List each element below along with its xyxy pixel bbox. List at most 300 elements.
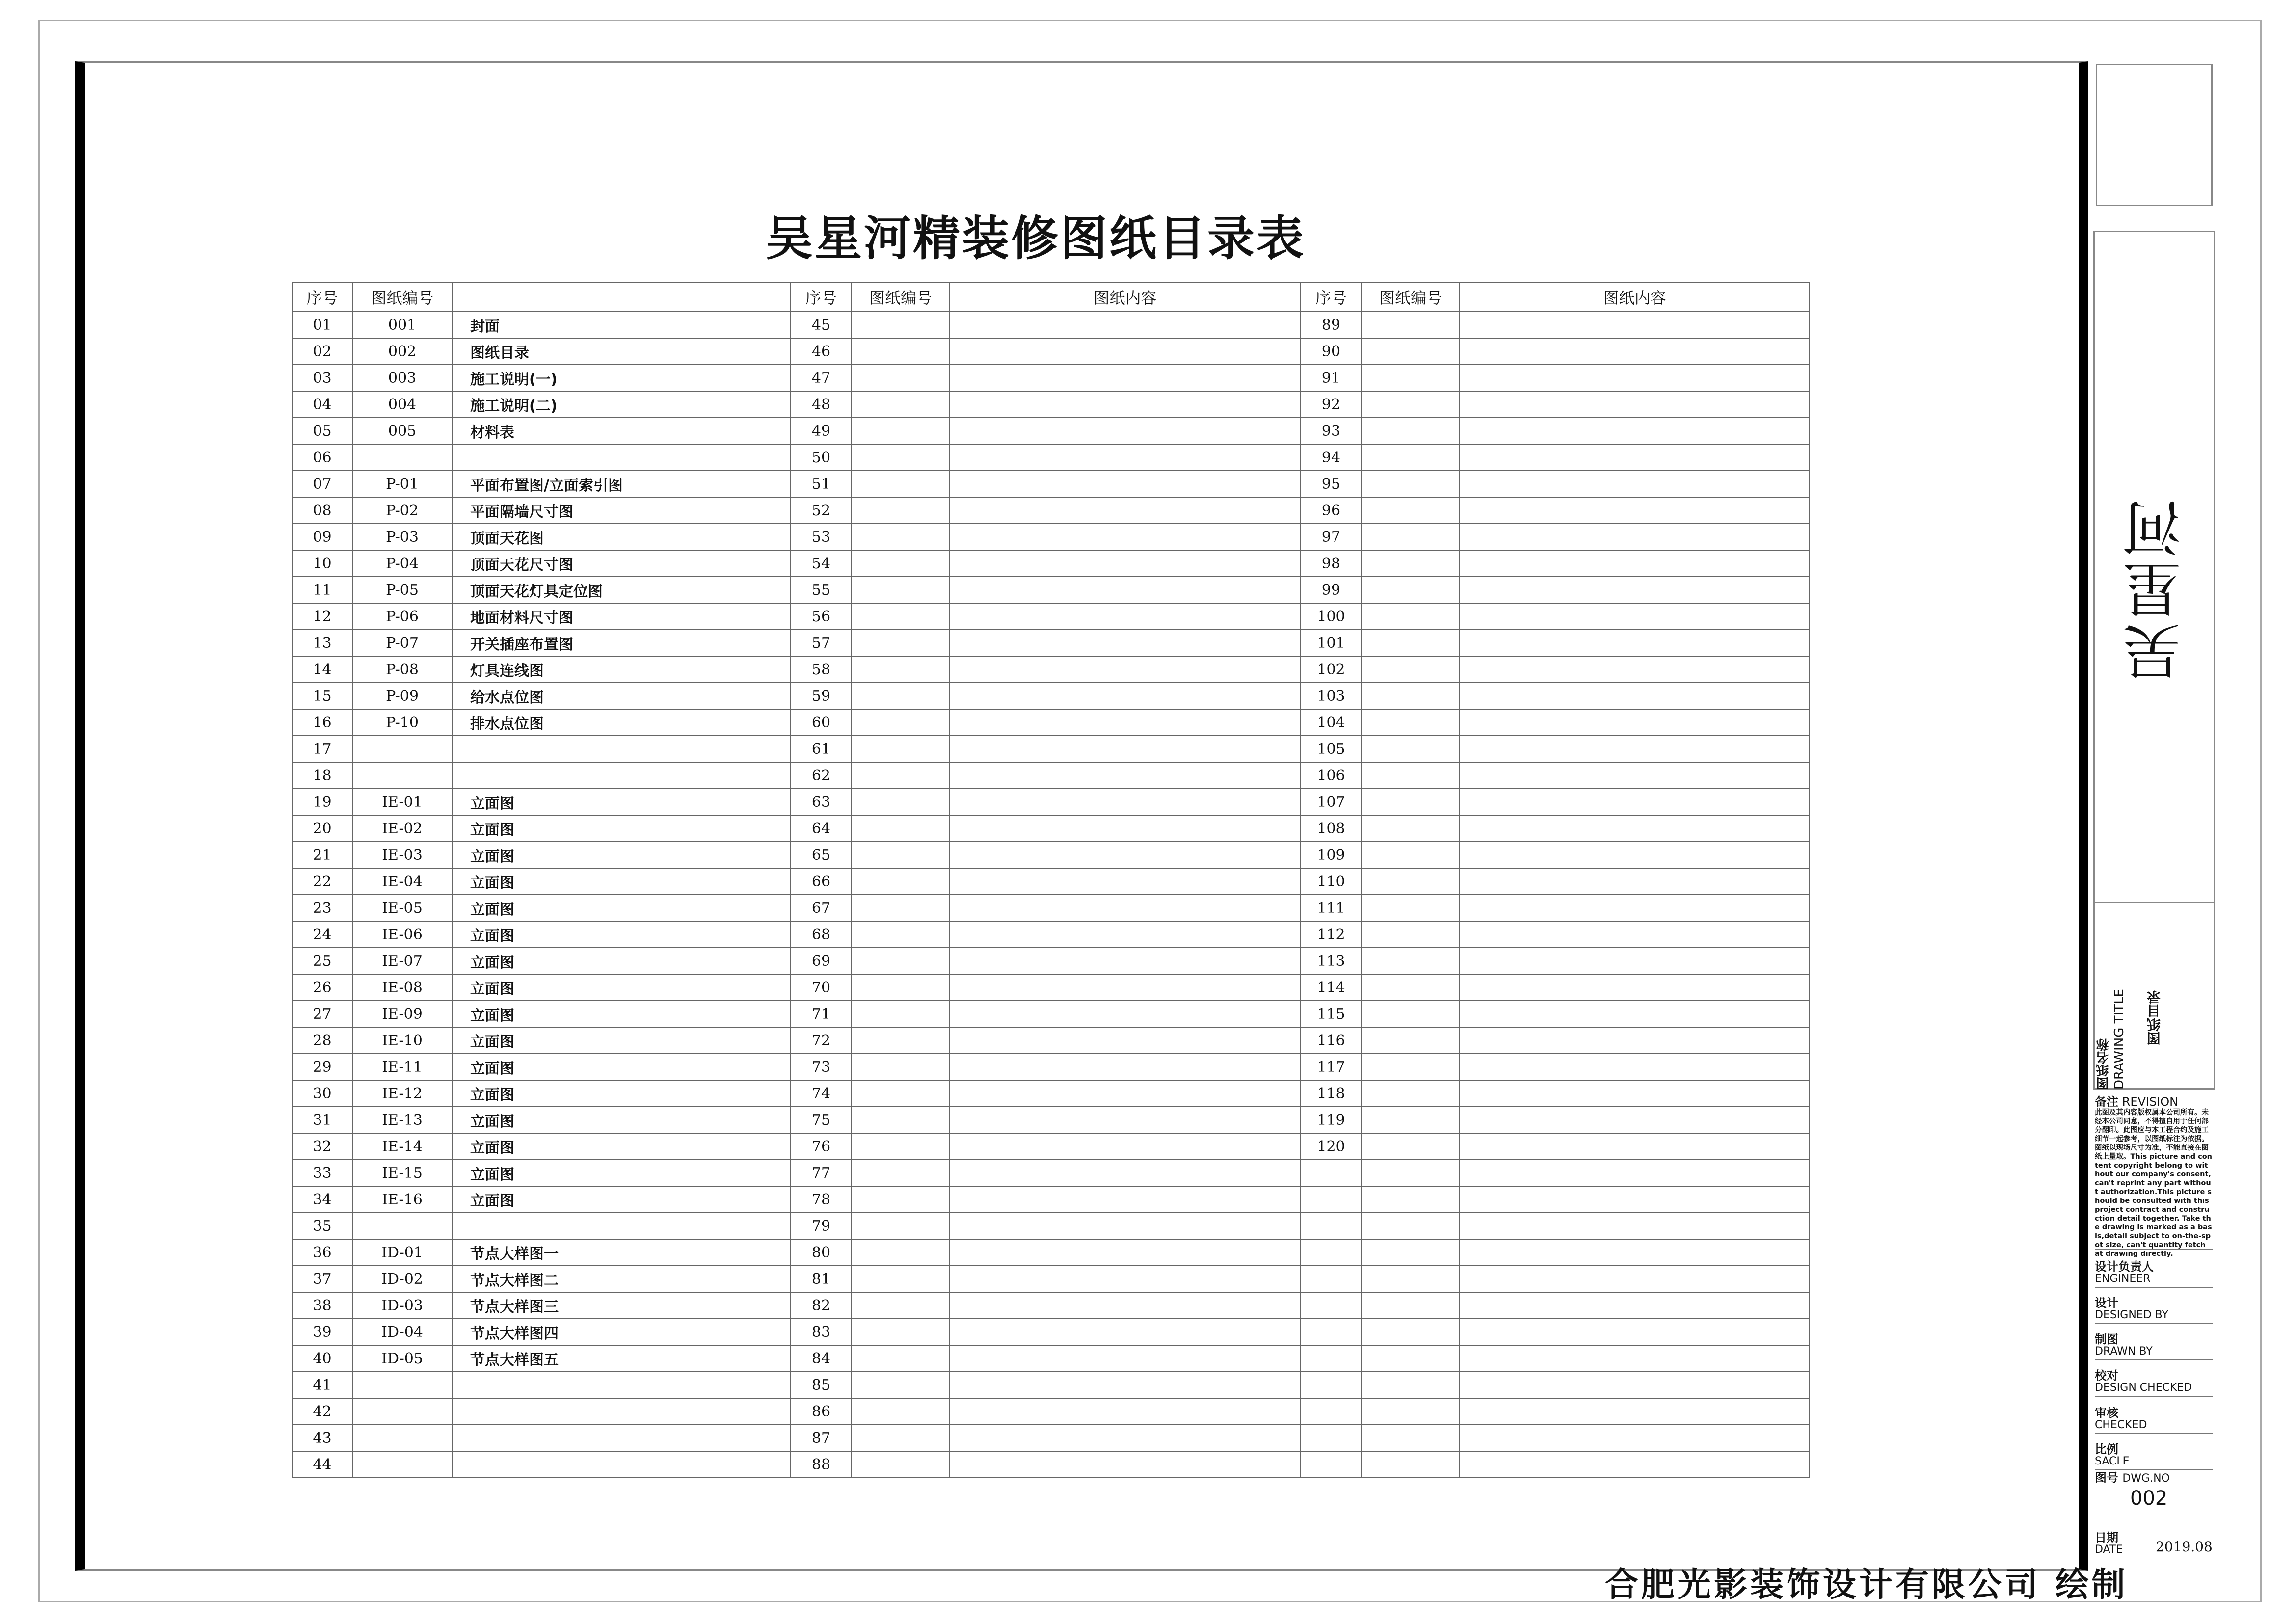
table-row (292, 1001, 1810, 1027)
row-content: 立面图 (452, 815, 791, 842)
row-code: IE-04 (352, 868, 452, 895)
row-code (852, 1239, 950, 1266)
table-row (292, 338, 1810, 365)
design-checked-field (2095, 1369, 2213, 1394)
row-content (950, 1372, 1301, 1398)
row-code: IE-05 (352, 895, 452, 921)
row-content (950, 1054, 1301, 1080)
row-content (1460, 1372, 1810, 1398)
row-code (852, 312, 950, 338)
row-seq: 18 (292, 762, 352, 789)
row-seq: 17 (292, 736, 352, 762)
row-seq: 46 (791, 338, 852, 365)
row-code (852, 550, 950, 577)
row-seq: 119 (1301, 1107, 1362, 1133)
table-row (292, 789, 1810, 815)
row-content (950, 1186, 1301, 1213)
scale-cn: 比例 (2095, 1442, 2118, 1456)
row-code (852, 656, 950, 683)
row-content (950, 1266, 1301, 1292)
row-code: IE-02 (352, 815, 452, 842)
row-content: 顶面天花尺寸图 (452, 550, 791, 577)
row-content (950, 1213, 1301, 1239)
table-row (292, 1080, 1810, 1107)
row-code (1362, 709, 1460, 736)
row-seq: 08 (292, 497, 352, 524)
row-seq (1301, 1213, 1362, 1239)
row-seq: 19 (292, 789, 352, 815)
row-content (950, 1239, 1301, 1266)
row-code (852, 895, 950, 921)
row-seq: 47 (791, 365, 852, 391)
row-seq: 48 (791, 391, 852, 418)
row-code: P-10 (352, 709, 452, 736)
row-content (1460, 1001, 1810, 1027)
row-code (352, 444, 452, 471)
row-code (852, 1266, 950, 1292)
row-code (1362, 1133, 1460, 1160)
row-content (1460, 1398, 1810, 1425)
row-code (852, 948, 950, 974)
row-content (950, 1319, 1301, 1345)
row-content (950, 948, 1301, 974)
row-code (1362, 656, 1460, 683)
header-content (452, 282, 791, 312)
row-code (352, 762, 452, 789)
row-seq: 44 (292, 1451, 352, 1478)
row-content: 立面图 (452, 1080, 791, 1107)
row-content: 施工说明(一) (452, 365, 791, 391)
row-content: 立面图 (452, 948, 791, 974)
row-content (1460, 312, 1810, 338)
row-code (852, 1319, 950, 1345)
row-seq: 45 (791, 312, 852, 338)
table-row (292, 1319, 1810, 1345)
row-seq: 30 (292, 1080, 352, 1107)
row-seq: 79 (791, 1213, 852, 1239)
date-value: 2019.08 (2156, 1539, 2213, 1555)
row-code: ID-01 (352, 1239, 452, 1266)
row-seq: 103 (1301, 683, 1362, 709)
row-code (1362, 868, 1460, 895)
row-code: 004 (352, 391, 452, 418)
row-content (950, 312, 1301, 338)
row-code (852, 842, 950, 868)
row-content (1460, 709, 1810, 736)
row-seq: 101 (1301, 630, 1362, 656)
table-row (292, 1266, 1810, 1292)
row-code (352, 1213, 452, 1239)
row-content: 图纸目录 (452, 338, 791, 365)
catalog-table (292, 282, 1810, 1478)
row-seq (1301, 1239, 1362, 1266)
row-content (1460, 391, 1810, 418)
row-content (1460, 338, 1810, 365)
table-row (292, 736, 1810, 762)
row-content: 节点大样图一 (452, 1239, 791, 1266)
row-content (950, 762, 1301, 789)
row-seq: 102 (1301, 656, 1362, 683)
dwg-no-en: DWG.NO (2122, 1472, 2170, 1485)
row-code: IE-15 (352, 1160, 452, 1186)
row-seq: 09 (292, 524, 352, 550)
row-code (1362, 577, 1460, 603)
row-code (1362, 762, 1460, 789)
row-code: 003 (352, 365, 452, 391)
row-content (1460, 1133, 1810, 1160)
header-seq: 序号 (292, 282, 352, 312)
row-code (852, 1372, 950, 1398)
row-code (1362, 603, 1460, 630)
row-content (950, 683, 1301, 709)
revision-cn: 备注 (2095, 1095, 2118, 1109)
row-seq (1301, 1451, 1362, 1478)
row-content (452, 1372, 791, 1398)
table-row (292, 312, 1810, 338)
row-code: ID-02 (352, 1266, 452, 1292)
page-title: 吴星河精装修图纸目录表 (766, 211, 1306, 266)
row-content (1460, 577, 1810, 603)
row-seq: 85 (791, 1372, 852, 1398)
row-content (950, 497, 1301, 524)
row-seq: 42 (292, 1398, 352, 1425)
row-content (1460, 1292, 1810, 1319)
row-code: IE-11 (352, 1054, 452, 1080)
row-content: 顶面天花图 (452, 524, 791, 550)
row-code (852, 762, 950, 789)
row-code (1362, 948, 1460, 974)
row-seq: 95 (1301, 471, 1362, 497)
row-content: 立面图 (452, 1054, 791, 1080)
table-row (292, 1027, 1810, 1054)
divider (2095, 1249, 2213, 1250)
row-seq: 71 (791, 1001, 852, 1027)
row-code: P-03 (352, 524, 452, 550)
row-content: 施工说明(二) (452, 391, 791, 418)
row-content: 灯具连线图 (452, 656, 791, 683)
row-content: 立面图 (452, 1027, 791, 1054)
row-content (1460, 656, 1810, 683)
dwg-no-field (2095, 1471, 2213, 1485)
row-code: P-09 (352, 683, 452, 709)
row-code (1362, 365, 1460, 391)
date-en: DATE (2095, 1544, 2123, 1556)
header-code: 图纸编号 (852, 282, 950, 312)
row-code (1362, 1451, 1460, 1478)
table-row (292, 895, 1810, 921)
row-content (1460, 471, 1810, 497)
row-seq: 81 (791, 1266, 852, 1292)
row-code (1362, 444, 1460, 471)
table-row (292, 577, 1810, 603)
row-seq: 118 (1301, 1080, 1362, 1107)
table-row (292, 709, 1810, 736)
row-content (1460, 1107, 1810, 1133)
row-code (1362, 391, 1460, 418)
table-row (292, 1133, 1810, 1160)
row-seq: 06 (292, 444, 352, 471)
row-code (852, 1054, 950, 1080)
table-row (292, 1372, 1810, 1398)
row-seq: 32 (292, 1133, 352, 1160)
table-row (292, 391, 1810, 418)
row-code (852, 365, 950, 391)
row-content (950, 1292, 1301, 1319)
row-content (1460, 1239, 1810, 1266)
row-code (852, 974, 950, 1001)
row-code (1362, 312, 1460, 338)
row-seq (1301, 1160, 1362, 1186)
row-content (1460, 524, 1810, 550)
row-code (1362, 1027, 1460, 1054)
row-content (1460, 789, 1810, 815)
row-code: 001 (352, 312, 452, 338)
row-code: ID-04 (352, 1319, 452, 1345)
row-seq (1301, 1372, 1362, 1398)
row-code (1362, 1266, 1460, 1292)
row-code: P-06 (352, 603, 452, 630)
row-seq: 66 (791, 868, 852, 895)
engineer-cn: 设计负责人 (2095, 1260, 2154, 1274)
row-content (950, 1425, 1301, 1451)
row-seq: 03 (292, 365, 352, 391)
row-code (852, 391, 950, 418)
row-seq: 26 (292, 974, 352, 1001)
row-content (950, 1345, 1301, 1372)
header-content: 图纸内容 (1460, 282, 1810, 312)
row-code: 002 (352, 338, 452, 365)
row-content (1460, 1266, 1810, 1292)
table-row (292, 921, 1810, 948)
row-seq: 68 (791, 921, 852, 948)
row-code (1362, 736, 1460, 762)
row-seq: 64 (791, 815, 852, 842)
divider (2095, 1323, 2213, 1324)
row-code (852, 1133, 950, 1160)
company-footer: 合肥光影装饰设计有限公司 绘制 (1605, 1565, 2128, 1604)
engineer-en: ENGINEER (2095, 1273, 2151, 1285)
row-seq: 13 (292, 630, 352, 656)
row-code: IE-07 (352, 948, 452, 974)
row-code (1362, 1080, 1460, 1107)
row-code: P-07 (352, 630, 452, 656)
row-content (1460, 1027, 1810, 1054)
row-content (1460, 1451, 1810, 1478)
table-row (292, 1054, 1810, 1080)
row-content: 节点大样图五 (452, 1345, 791, 1372)
row-content (950, 418, 1301, 444)
row-seq: 40 (292, 1345, 352, 1372)
row-content (950, 789, 1301, 815)
designed-en: DESIGNED BY (2095, 1309, 2168, 1321)
row-seq: 34 (292, 1186, 352, 1213)
row-code (352, 1451, 452, 1478)
row-content: 排水点位图 (452, 709, 791, 736)
row-code (852, 1292, 950, 1319)
row-code (1362, 497, 1460, 524)
row-content: 立面图 (452, 921, 791, 948)
row-code: P-08 (352, 656, 452, 683)
row-code (852, 1080, 950, 1107)
row-content (1460, 736, 1810, 762)
row-code (852, 577, 950, 603)
design-checked-en: DESIGN CHECKED (2095, 1382, 2192, 1394)
table-row (292, 444, 1810, 471)
row-content (950, 895, 1301, 921)
row-content: 开关插座布置图 (452, 630, 791, 656)
row-code (852, 1425, 950, 1451)
row-content (452, 1451, 791, 1478)
row-seq: 05 (292, 418, 352, 444)
table-row (292, 1213, 1810, 1239)
drawing-title-value: 图纸目录 (2146, 990, 2163, 1045)
row-content (950, 1001, 1301, 1027)
row-content: 立面图 (452, 789, 791, 815)
row-seq: 69 (791, 948, 852, 974)
row-code: IE-14 (352, 1133, 452, 1160)
row-content (452, 762, 791, 789)
row-seq: 73 (791, 1054, 852, 1080)
row-code (852, 497, 950, 524)
row-seq: 12 (292, 603, 352, 630)
row-code (352, 736, 452, 762)
row-content (1460, 868, 1810, 895)
table-row (292, 815, 1810, 842)
row-seq: 70 (791, 974, 852, 1001)
row-code (852, 418, 950, 444)
row-seq: 20 (292, 815, 352, 842)
row-content (950, 577, 1301, 603)
row-code (852, 1107, 950, 1133)
row-content (1460, 815, 1810, 842)
row-seq: 87 (791, 1425, 852, 1451)
row-seq: 41 (292, 1372, 352, 1398)
table-row (292, 1107, 1810, 1133)
row-code (852, 1001, 950, 1027)
row-content (950, 868, 1301, 895)
row-content (950, 1451, 1301, 1478)
row-seq: 99 (1301, 577, 1362, 603)
table-row (292, 497, 1810, 524)
row-code (852, 736, 950, 762)
row-content (950, 444, 1301, 471)
row-content (950, 603, 1301, 630)
row-seq: 112 (1301, 921, 1362, 948)
row-content (1460, 683, 1810, 709)
row-code (1362, 1372, 1460, 1398)
row-code (1362, 524, 1460, 550)
row-seq: 84 (791, 1345, 852, 1372)
designed-cn: 设计 (2095, 1296, 2118, 1310)
row-code (852, 444, 950, 471)
row-seq: 78 (791, 1186, 852, 1213)
row-seq: 94 (1301, 444, 1362, 471)
row-code (852, 683, 950, 709)
row-code (852, 630, 950, 656)
table-header-row (292, 282, 1810, 312)
row-seq: 63 (791, 789, 852, 815)
header-seq: 序号 (1301, 282, 1362, 312)
row-content: 立面图 (452, 1001, 791, 1027)
table-row (292, 603, 1810, 630)
row-seq: 61 (791, 736, 852, 762)
row-content (950, 656, 1301, 683)
table-row (292, 550, 1810, 577)
row-code (852, 1398, 950, 1425)
row-seq: 91 (1301, 365, 1362, 391)
row-content (1460, 1054, 1810, 1080)
header-seq: 序号 (791, 282, 852, 312)
row-content (950, 974, 1301, 1001)
revision-en: REVISION (2122, 1095, 2179, 1109)
row-seq: 106 (1301, 762, 1362, 789)
divider (2095, 1433, 2213, 1434)
row-content (1460, 762, 1810, 789)
divider (2095, 1396, 2213, 1397)
row-seq: 75 (791, 1107, 852, 1133)
row-seq: 65 (791, 842, 852, 868)
table-row (292, 683, 1810, 709)
row-code (1362, 1345, 1460, 1372)
row-seq (1301, 1186, 1362, 1213)
row-code (1362, 630, 1460, 656)
row-content: 立面图 (452, 1160, 791, 1186)
row-content: 立面图 (452, 974, 791, 1001)
row-seq: 10 (292, 550, 352, 577)
row-code (1362, 1425, 1460, 1451)
row-seq: 53 (791, 524, 852, 550)
row-content (950, 1160, 1301, 1186)
row-seq: 55 (791, 577, 852, 603)
divider (2095, 1469, 2213, 1470)
row-content (1460, 1319, 1810, 1345)
row-seq: 82 (791, 1292, 852, 1319)
row-content (1460, 603, 1810, 630)
row-seq: 93 (1301, 418, 1362, 444)
dwg-no-value: 002 (2130, 1487, 2168, 1510)
row-code (352, 1425, 452, 1451)
row-content: 立面图 (452, 1133, 791, 1160)
row-content (950, 1398, 1301, 1425)
row-code (852, 603, 950, 630)
row-code (852, 815, 950, 842)
row-seq: 120 (1301, 1133, 1362, 1160)
row-seq: 116 (1301, 1027, 1362, 1054)
row-seq: 58 (791, 656, 852, 683)
row-content (452, 1425, 791, 1451)
row-content (1460, 974, 1810, 1001)
row-code (852, 1345, 950, 1372)
row-code (852, 921, 950, 948)
row-content (950, 471, 1301, 497)
drawn-cn: 制图 (2095, 1332, 2118, 1346)
row-seq: 80 (791, 1239, 852, 1266)
row-code (352, 1398, 452, 1425)
table-row (292, 1451, 1810, 1478)
row-content: 立面图 (452, 895, 791, 921)
row-seq: 113 (1301, 948, 1362, 974)
row-code: 005 (352, 418, 452, 444)
row-code: IE-06 (352, 921, 452, 948)
row-code (1362, 1001, 1460, 1027)
row-code: IE-01 (352, 789, 452, 815)
row-content (1460, 418, 1810, 444)
table-row (292, 524, 1810, 550)
row-seq: 90 (1301, 338, 1362, 365)
row-seq: 39 (292, 1319, 352, 1345)
row-content (950, 550, 1301, 577)
scale-en: SACLE (2095, 1455, 2130, 1467)
